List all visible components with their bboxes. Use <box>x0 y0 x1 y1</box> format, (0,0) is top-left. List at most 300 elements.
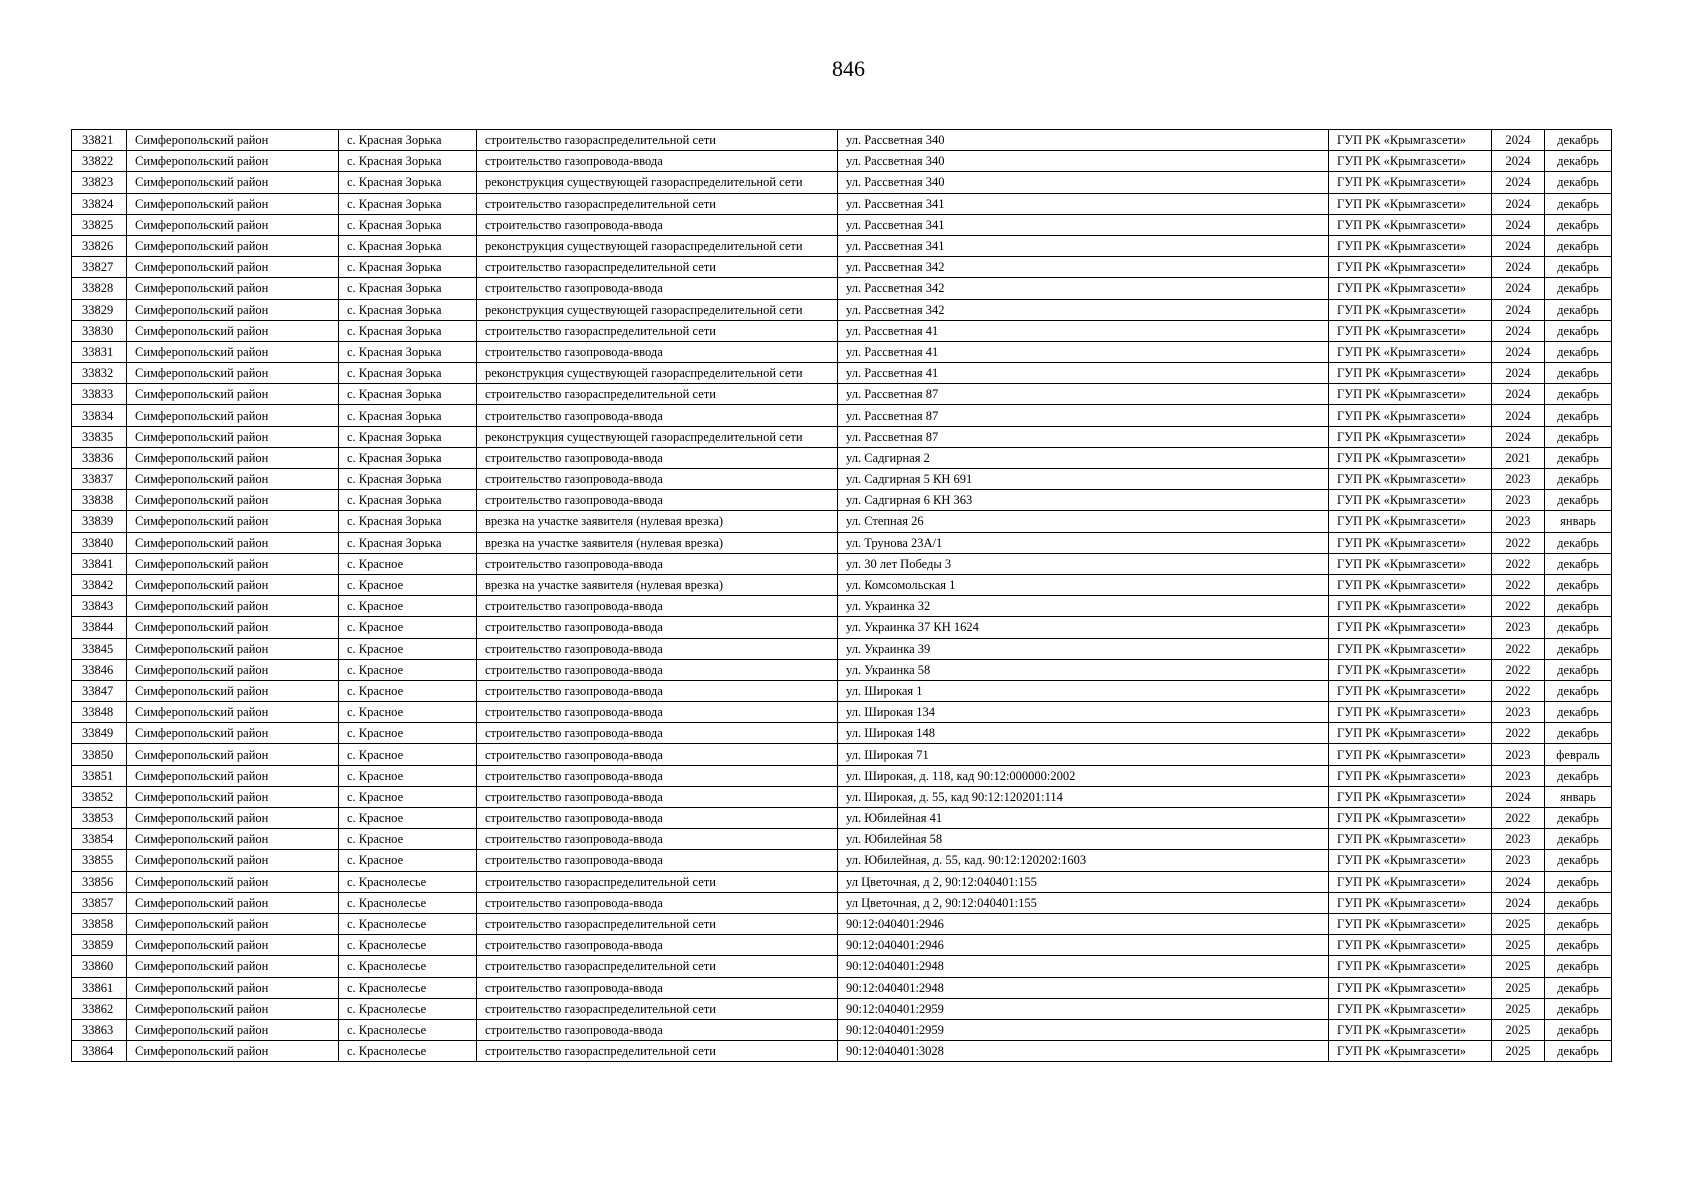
year-cell: 2024 <box>1492 151 1545 172</box>
year-cell: 2024 <box>1492 892 1545 913</box>
month-cell: декабрь <box>1545 384 1612 405</box>
settlement-cell: с. Краснолесье <box>339 956 477 977</box>
row-number-cell: 33838 <box>72 490 127 511</box>
month-cell: декабрь <box>1545 532 1612 553</box>
row-number-cell: 33862 <box>72 998 127 1019</box>
year-cell: 2025 <box>1492 977 1545 998</box>
year-cell: 2025 <box>1492 913 1545 934</box>
organization-cell: ГУП РК «Крымгазсети» <box>1329 850 1492 871</box>
row-number-cell: 33846 <box>72 659 127 680</box>
settlement-cell: с. Краснолесье <box>339 892 477 913</box>
table-row <box>72 765 1612 786</box>
organization-cell: ГУП РК «Крымгазсети» <box>1329 532 1492 553</box>
month-cell: декабрь <box>1545 977 1612 998</box>
table-row <box>72 850 1612 871</box>
table-row <box>72 193 1612 214</box>
district-cell: Симферопольский район <box>127 490 339 511</box>
address-cell: ул. Комсомольская 1 <box>838 574 1329 595</box>
settlement-cell: с. Красное <box>339 553 477 574</box>
organization-cell: ГУП РК «Крымгазсети» <box>1329 405 1492 426</box>
address-cell: 90:12:040401:2948 <box>838 977 1329 998</box>
row-number-cell: 33849 <box>72 723 127 744</box>
work-type-cell: реконструкция существующей газораспределительной сети <box>477 363 838 384</box>
year-cell: 2024 <box>1492 871 1545 892</box>
address-cell: ул. Рассветная 41 <box>838 320 1329 341</box>
address-cell: ул. Рассветная 342 <box>838 299 1329 320</box>
table-row <box>72 214 1612 235</box>
settlement-cell: с. Краснолесье <box>339 1019 477 1040</box>
settlement-cell: с. Красная Зорька <box>339 469 477 490</box>
work-type-cell: строительство газопровода-ввода <box>477 490 838 511</box>
registry-body <box>72 130 1612 1062</box>
settlement-cell: с. Красная Зорька <box>339 532 477 553</box>
organization-cell: ГУП РК «Крымгазсети» <box>1329 977 1492 998</box>
table-row <box>72 341 1612 362</box>
month-cell: декабрь <box>1545 341 1612 362</box>
work-type-cell: реконструкция существующей газораспределительной сети <box>477 426 838 447</box>
table-row <box>72 1041 1612 1062</box>
table-row <box>72 299 1612 320</box>
page-number: 846 <box>832 56 865 81</box>
table-row <box>72 659 1612 680</box>
organization-cell: ГУП РК «Крымгазсети» <box>1329 786 1492 807</box>
district-cell: Симферопольский район <box>127 871 339 892</box>
month-cell: декабрь <box>1545 998 1612 1019</box>
year-cell: 2022 <box>1492 638 1545 659</box>
organization-cell: ГУП РК «Крымгазсети» <box>1329 998 1492 1019</box>
district-cell: Симферопольский район <box>127 702 339 723</box>
year-cell: 2024 <box>1492 172 1545 193</box>
organization-cell: ГУП РК «Крымгазсети» <box>1329 956 1492 977</box>
year-cell: 2022 <box>1492 659 1545 680</box>
row-number-cell: 33835 <box>72 426 127 447</box>
address-cell: ул. Рассветная 340 <box>838 130 1329 151</box>
year-cell: 2024 <box>1492 257 1545 278</box>
year-cell: 2024 <box>1492 299 1545 320</box>
work-type-cell: строительство газораспределительной сети <box>477 1041 838 1062</box>
table-row <box>72 532 1612 553</box>
address-cell: ул. Юбилейная 41 <box>838 808 1329 829</box>
organization-cell: ГУП РК «Крымгазсети» <box>1329 680 1492 701</box>
year-cell: 2022 <box>1492 723 1545 744</box>
row-number-cell: 33837 <box>72 469 127 490</box>
settlement-cell: с. Красная Зорька <box>339 490 477 511</box>
work-type-cell: строительство газопровода-ввода <box>477 850 838 871</box>
work-type-cell: реконструкция существующей газораспределительной сети <box>477 299 838 320</box>
month-cell: февраль <box>1545 744 1612 765</box>
month-cell: декабрь <box>1545 320 1612 341</box>
settlement-cell: с. Красное <box>339 723 477 744</box>
address-cell: ул. Украинка 37 КН 1624 <box>838 617 1329 638</box>
address-cell: ул. Рассветная 41 <box>838 341 1329 362</box>
row-number-cell: 33828 <box>72 278 127 299</box>
year-cell: 2023 <box>1492 617 1545 638</box>
row-number-cell: 33847 <box>72 680 127 701</box>
district-cell: Симферопольский район <box>127 1041 339 1062</box>
settlement-cell: с. Красное <box>339 808 477 829</box>
month-cell: декабрь <box>1545 574 1612 595</box>
settlement-cell: с. Красная Зорька <box>339 151 477 172</box>
row-number-cell: 33859 <box>72 935 127 956</box>
year-cell: 2025 <box>1492 956 1545 977</box>
district-cell: Симферопольский район <box>127 935 339 956</box>
year-cell: 2024 <box>1492 235 1545 256</box>
work-type-cell: строительство газопровода-ввода <box>477 638 838 659</box>
month-cell: декабрь <box>1545 850 1612 871</box>
row-number-cell: 33831 <box>72 341 127 362</box>
district-cell: Симферопольский район <box>127 532 339 553</box>
organization-cell: ГУП РК «Крымгазсети» <box>1329 659 1492 680</box>
year-cell: 2023 <box>1492 765 1545 786</box>
organization-cell: ГУП РК «Крымгазсети» <box>1329 871 1492 892</box>
settlement-cell: с. Красная Зорька <box>339 235 477 256</box>
organization-cell: ГУП РК «Крымгазсети» <box>1329 723 1492 744</box>
organization-cell: ГУП РК «Крымгазсети» <box>1329 363 1492 384</box>
month-cell: январь <box>1545 786 1612 807</box>
row-number-cell: 33843 <box>72 596 127 617</box>
address-cell: ул. 30 лет Победы 3 <box>838 553 1329 574</box>
row-number-cell: 33836 <box>72 447 127 468</box>
month-cell: декабрь <box>1545 130 1612 151</box>
month-cell: декабрь <box>1545 193 1612 214</box>
work-type-cell: строительство газораспределительной сети <box>477 257 838 278</box>
table-row <box>72 786 1612 807</box>
district-cell: Симферопольский район <box>127 299 339 320</box>
district-cell: Симферопольский район <box>127 151 339 172</box>
work-type-cell: строительство газораспределительной сети <box>477 193 838 214</box>
organization-cell: ГУП РК «Крымгазсети» <box>1329 617 1492 638</box>
organization-cell: ГУП РК «Крымгазсети» <box>1329 193 1492 214</box>
district-cell: Симферопольский район <box>127 341 339 362</box>
settlement-cell: с. Красная Зорька <box>339 363 477 384</box>
district-cell: Симферопольский район <box>127 956 339 977</box>
organization-cell: ГУП РК «Крымгазсети» <box>1329 765 1492 786</box>
work-type-cell: строительство газопровода-ввода <box>477 977 838 998</box>
row-number-cell: 33855 <box>72 850 127 871</box>
address-cell: 90:12:040401:3028 <box>838 1041 1329 1062</box>
row-number-cell: 33858 <box>72 913 127 934</box>
table-row <box>72 320 1612 341</box>
address-cell: ул. Украинка 58 <box>838 659 1329 680</box>
work-type-cell: строительство газопровода-ввода <box>477 214 838 235</box>
settlement-cell: с. Красная Зорька <box>339 278 477 299</box>
row-number-cell: 33854 <box>72 829 127 850</box>
work-type-cell: строительство газопровода-ввода <box>477 278 838 299</box>
organization-cell: ГУП РК «Крымгазсети» <box>1329 1041 1492 1062</box>
month-cell: декабрь <box>1545 765 1612 786</box>
year-cell: 2024 <box>1492 130 1545 151</box>
district-cell: Симферопольский район <box>127 892 339 913</box>
row-number-cell: 33842 <box>72 574 127 595</box>
table-row <box>72 744 1612 765</box>
work-type-cell: строительство газопровода-ввода <box>477 553 838 574</box>
district-cell: Симферопольский район <box>127 808 339 829</box>
row-number-cell: 33821 <box>72 130 127 151</box>
address-cell: ул. Трунова 23А/1 <box>838 532 1329 553</box>
table-row <box>72 1019 1612 1040</box>
row-number-cell: 33822 <box>72 151 127 172</box>
year-cell: 2023 <box>1492 702 1545 723</box>
month-cell: декабрь <box>1545 829 1612 850</box>
address-cell: ул. Украинка 32 <box>838 596 1329 617</box>
work-type-cell: строительство газораспределительной сети <box>477 384 838 405</box>
address-cell: ул. Широкая 1 <box>838 680 1329 701</box>
district-cell: Симферопольский район <box>127 680 339 701</box>
organization-cell: ГУП РК «Крымгазсети» <box>1329 299 1492 320</box>
work-type-cell: строительство газопровода-ввода <box>477 829 838 850</box>
address-cell: ул Цветочная, д 2, 90:12:040401:155 <box>838 871 1329 892</box>
settlement-cell: с. Краснолесье <box>339 1041 477 1062</box>
work-type-cell: строительство газопровода-ввода <box>477 723 838 744</box>
organization-cell: ГУП РК «Крымгазсети» <box>1329 278 1492 299</box>
organization-cell: ГУП РК «Крымгазсети» <box>1329 808 1492 829</box>
year-cell: 2025 <box>1492 998 1545 1019</box>
work-type-cell: строительство газопровода-ввода <box>477 808 838 829</box>
settlement-cell: с. Красное <box>339 850 477 871</box>
row-number-cell: 33825 <box>72 214 127 235</box>
district-cell: Симферопольский район <box>127 850 339 871</box>
table-row <box>72 617 1612 638</box>
district-cell: Симферопольский район <box>127 977 339 998</box>
address-cell: ул. Широкая, д. 118, кад 90:12:000000:2002 <box>838 765 1329 786</box>
address-cell: ул. Рассветная 341 <box>838 235 1329 256</box>
month-cell: декабрь <box>1545 702 1612 723</box>
table-row <box>72 257 1612 278</box>
settlement-cell: с. Красное <box>339 765 477 786</box>
table-row <box>72 808 1612 829</box>
row-number-cell: 33853 <box>72 808 127 829</box>
row-number-cell: 33840 <box>72 532 127 553</box>
year-cell: 2022 <box>1492 680 1545 701</box>
table-row <box>72 702 1612 723</box>
address-cell: ул. Юбилейная 58 <box>838 829 1329 850</box>
settlement-cell: с. Красное <box>339 744 477 765</box>
table-row <box>72 278 1612 299</box>
year-cell: 2024 <box>1492 363 1545 384</box>
settlement-cell: с. Краснолесье <box>339 977 477 998</box>
month-cell: декабрь <box>1545 723 1612 744</box>
work-type-cell: врезка на участке заявителя (нулевая врезка) <box>477 574 838 595</box>
settlement-cell: с. Красная Зорька <box>339 320 477 341</box>
district-cell: Симферопольский район <box>127 553 339 574</box>
district-cell: Симферопольский район <box>127 278 339 299</box>
month-cell: декабрь <box>1545 257 1612 278</box>
year-cell: 2023 <box>1492 850 1545 871</box>
row-number-cell: 33829 <box>72 299 127 320</box>
organization-cell: ГУП РК «Крымгазсети» <box>1329 384 1492 405</box>
organization-cell: ГУП РК «Крымгазсети» <box>1329 638 1492 659</box>
district-cell: Симферопольский район <box>127 405 339 426</box>
month-cell: декабрь <box>1545 956 1612 977</box>
address-cell: ул. Юбилейная, д. 55, кад. 90:12:120202:1603 <box>838 850 1329 871</box>
table-row <box>72 151 1612 172</box>
settlement-cell: с. Красная Зорька <box>339 341 477 362</box>
work-type-cell: строительство газопровода-ввода <box>477 892 838 913</box>
month-cell: декабрь <box>1545 680 1612 701</box>
address-cell: ул. Рассветная 341 <box>838 214 1329 235</box>
year-cell: 2025 <box>1492 935 1545 956</box>
month-cell: декабрь <box>1545 490 1612 511</box>
month-cell: декабрь <box>1545 892 1612 913</box>
month-cell: декабрь <box>1545 299 1612 320</box>
organization-cell: ГУП РК «Крымгазсети» <box>1329 447 1492 468</box>
month-cell: декабрь <box>1545 659 1612 680</box>
month-cell: декабрь <box>1545 638 1612 659</box>
district-cell: Симферопольский район <box>127 786 339 807</box>
address-cell: ул. Рассветная 87 <box>838 405 1329 426</box>
year-cell: 2025 <box>1492 1041 1545 1062</box>
row-number-cell: 33848 <box>72 702 127 723</box>
work-type-cell: строительство газопровода-ввода <box>477 596 838 617</box>
table-row <box>72 680 1612 701</box>
address-cell: ул. Садгирная 2 <box>838 447 1329 468</box>
address-cell: ул. Широкая 71 <box>838 744 1329 765</box>
year-cell: 2022 <box>1492 532 1545 553</box>
table-row <box>72 935 1612 956</box>
organization-cell: ГУП РК «Крымгазсети» <box>1329 829 1492 850</box>
work-type-cell: строительство газопровода-ввода <box>477 151 838 172</box>
address-cell: ул. Широкая, д. 55, кад 90:12:120201:114 <box>838 786 1329 807</box>
organization-cell: ГУП РК «Крымгазсети» <box>1329 469 1492 490</box>
settlement-cell: с. Красное <box>339 786 477 807</box>
organization-cell: ГУП РК «Крымгазсети» <box>1329 172 1492 193</box>
table-row <box>72 998 1612 1019</box>
organization-cell: ГУП РК «Крымгазсети» <box>1329 553 1492 574</box>
month-cell: декабрь <box>1545 405 1612 426</box>
work-type-cell: строительство газопровода-ввода <box>477 786 838 807</box>
settlement-cell: с. Красное <box>339 596 477 617</box>
district-cell: Симферопольский район <box>127 193 339 214</box>
row-number-cell: 33834 <box>72 405 127 426</box>
settlement-cell: с. Красное <box>339 702 477 723</box>
table-row <box>72 363 1612 384</box>
work-type-cell: строительство газопровода-ввода <box>477 659 838 680</box>
month-cell: декабрь <box>1545 913 1612 934</box>
work-type-cell: строительство газопровода-ввода <box>477 1019 838 1040</box>
work-type-cell: реконструкция существующей газораспределительной сети <box>477 172 838 193</box>
settlement-cell: с. Красное <box>339 638 477 659</box>
year-cell: 2024 <box>1492 320 1545 341</box>
year-cell: 2024 <box>1492 278 1545 299</box>
settlement-cell: с. Красная Зорька <box>339 384 477 405</box>
organization-cell: ГУП РК «Крымгазсети» <box>1329 744 1492 765</box>
district-cell: Симферопольский район <box>127 638 339 659</box>
district-cell: Симферопольский район <box>127 214 339 235</box>
month-cell: декабрь <box>1545 214 1612 235</box>
address-cell: ул. Степная 26 <box>838 511 1329 532</box>
settlement-cell: с. Краснолесье <box>339 935 477 956</box>
work-type-cell: строительство газопровода-ввода <box>477 341 838 362</box>
row-number-cell: 33845 <box>72 638 127 659</box>
address-cell: ул Цветочная, д 2, 90:12:040401:155 <box>838 892 1329 913</box>
year-cell: 2023 <box>1492 829 1545 850</box>
work-type-cell: реконструкция существующей газораспределительной сети <box>477 235 838 256</box>
row-number-cell: 33863 <box>72 1019 127 1040</box>
work-type-cell: строительство газопровода-ввода <box>477 744 838 765</box>
work-type-cell: врезка на участке заявителя (нулевая врезка) <box>477 511 838 532</box>
year-cell: 2025 <box>1492 1019 1545 1040</box>
district-cell: Симферопольский район <box>127 384 339 405</box>
settlement-cell: с. Красное <box>339 617 477 638</box>
address-cell: ул. Рассветная 342 <box>838 257 1329 278</box>
month-cell: декабрь <box>1545 1041 1612 1062</box>
row-number-cell: 33860 <box>72 956 127 977</box>
table-row <box>72 447 1612 468</box>
row-number-cell: 33839 <box>72 511 127 532</box>
row-number-cell: 33857 <box>72 892 127 913</box>
work-type-cell: строительство газораспределительной сети <box>477 913 838 934</box>
district-cell: Симферопольский район <box>127 574 339 595</box>
district-cell: Симферопольский район <box>127 617 339 638</box>
organization-cell: ГУП РК «Крымгазсети» <box>1329 235 1492 256</box>
year-cell: 2024 <box>1492 193 1545 214</box>
table-row <box>72 596 1612 617</box>
work-type-cell: врезка на участке заявителя (нулевая врезка) <box>477 532 838 553</box>
organization-cell: ГУП РК «Крымгазсети» <box>1329 574 1492 595</box>
table-row <box>72 956 1612 977</box>
settlement-cell: с. Красная Зорька <box>339 193 477 214</box>
month-cell: декабрь <box>1545 447 1612 468</box>
table-row <box>72 172 1612 193</box>
row-number-cell: 33850 <box>72 744 127 765</box>
address-cell: 90:12:040401:2959 <box>838 998 1329 1019</box>
work-type-cell: строительство газораспределительной сети <box>477 998 838 1019</box>
table-row <box>72 426 1612 447</box>
address-cell: 90:12:040401:2946 <box>838 935 1329 956</box>
settlement-cell: с. Красное <box>339 574 477 595</box>
row-number-cell: 33856 <box>72 871 127 892</box>
table-row <box>72 723 1612 744</box>
row-number-cell: 33844 <box>72 617 127 638</box>
month-cell: декабрь <box>1545 596 1612 617</box>
work-type-cell: строительство газораспределительной сети <box>477 956 838 977</box>
work-type-cell: строительство газораспределительной сети <box>477 130 838 151</box>
table-row <box>72 235 1612 256</box>
organization-cell: ГУП РК «Крымгазсети» <box>1329 341 1492 362</box>
organization-cell: ГУП РК «Крымгазсети» <box>1329 892 1492 913</box>
district-cell: Симферопольский район <box>127 1019 339 1040</box>
table-row <box>72 553 1612 574</box>
year-cell: 2023 <box>1492 744 1545 765</box>
table-row <box>72 829 1612 850</box>
year-cell: 2024 <box>1492 426 1545 447</box>
month-cell: декабрь <box>1545 1019 1612 1040</box>
month-cell: декабрь <box>1545 151 1612 172</box>
organization-cell: ГУП РК «Крымгазсети» <box>1329 151 1492 172</box>
organization-cell: ГУП РК «Крымгазсети» <box>1329 257 1492 278</box>
year-cell: 2022 <box>1492 574 1545 595</box>
year-cell: 2024 <box>1492 786 1545 807</box>
district-cell: Симферопольский район <box>127 659 339 680</box>
table-row <box>72 130 1612 151</box>
organization-cell: ГУП РК «Крымгазсети» <box>1329 426 1492 447</box>
address-cell: ул. Рассветная 87 <box>838 384 1329 405</box>
organization-cell: ГУП РК «Крымгазсети» <box>1329 935 1492 956</box>
table-row <box>72 490 1612 511</box>
address-cell: ул. Широкая 134 <box>838 702 1329 723</box>
row-number-cell: 33823 <box>72 172 127 193</box>
work-type-cell: строительство газопровода-ввода <box>477 702 838 723</box>
district-cell: Симферопольский район <box>127 320 339 341</box>
organization-cell: ГУП РК «Крымгазсети» <box>1329 1019 1492 1040</box>
district-cell: Симферопольский район <box>127 913 339 934</box>
month-cell: декабрь <box>1545 553 1612 574</box>
work-type-cell: строительство газопровода-ввода <box>477 447 838 468</box>
district-cell: Симферопольский район <box>127 172 339 193</box>
table-row <box>72 638 1612 659</box>
table-row <box>72 913 1612 934</box>
district-cell: Симферопольский район <box>127 130 339 151</box>
